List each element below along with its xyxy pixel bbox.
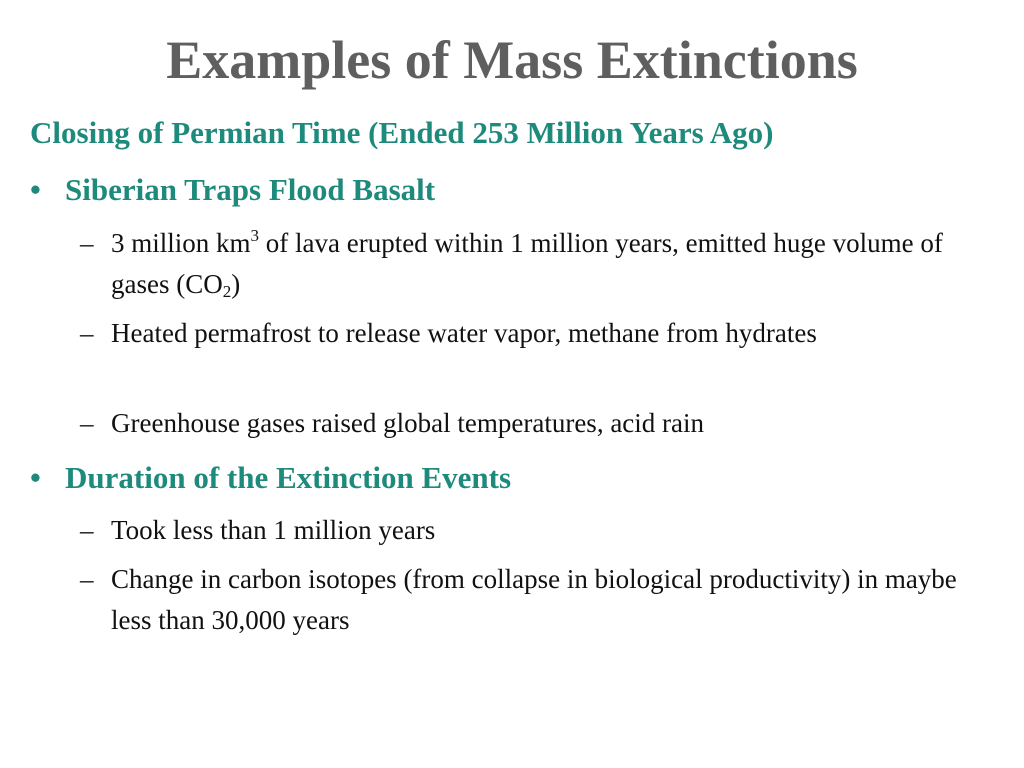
sub-item-greenhouse bbox=[80, 403, 960, 444]
sub-item-text bbox=[111, 223, 960, 305]
superscript: 3 bbox=[250, 226, 260, 245]
sub-text-part: ) bbox=[231, 269, 241, 299]
dash-marker: – bbox=[80, 408, 94, 438]
subscript: 2 bbox=[222, 282, 232, 301]
slide-subtitle: Closing of Permian Time (Ended 253 Million Years Ago) bbox=[30, 115, 774, 150]
sub-item-text: Took less than 1 million years bbox=[111, 515, 436, 545]
sub-item-text: Greenhouse gases raised global temperatures, acid rain bbox=[111, 408, 705, 438]
bullet-heading: Siberian Traps Flood Basalt bbox=[65, 172, 436, 207]
dash-marker: – bbox=[80, 228, 94, 258]
sub-item-isotopes bbox=[80, 559, 960, 641]
sub-item-text: Heated permafrost to release water vapor, methane from hydrates bbox=[111, 318, 817, 348]
sub-item-lava bbox=[80, 223, 960, 305]
bullet-marker: • bbox=[30, 172, 41, 207]
sub-text-part: of lava erupted within 1 million years, emitted huge volume of gases (CO bbox=[111, 228, 943, 299]
bullet-heading: Duration of the Extinction Events bbox=[65, 460, 512, 495]
bullet-marker: • bbox=[30, 460, 41, 495]
dash-marker: – bbox=[80, 318, 94, 348]
sub-item-text: Change in carbon isotopes (from collapse in biological productivity) in maybe less than 30,000 years bbox=[111, 564, 957, 635]
dash-marker: – bbox=[80, 564, 94, 594]
slide-title: Examples of Mass Extinctions bbox=[166, 30, 858, 90]
sub-item-permafrost bbox=[80, 313, 960, 354]
sub-item-duration bbox=[80, 510, 960, 551]
dash-marker: – bbox=[80, 515, 94, 545]
sub-text-part: 3 million km bbox=[111, 228, 251, 258]
